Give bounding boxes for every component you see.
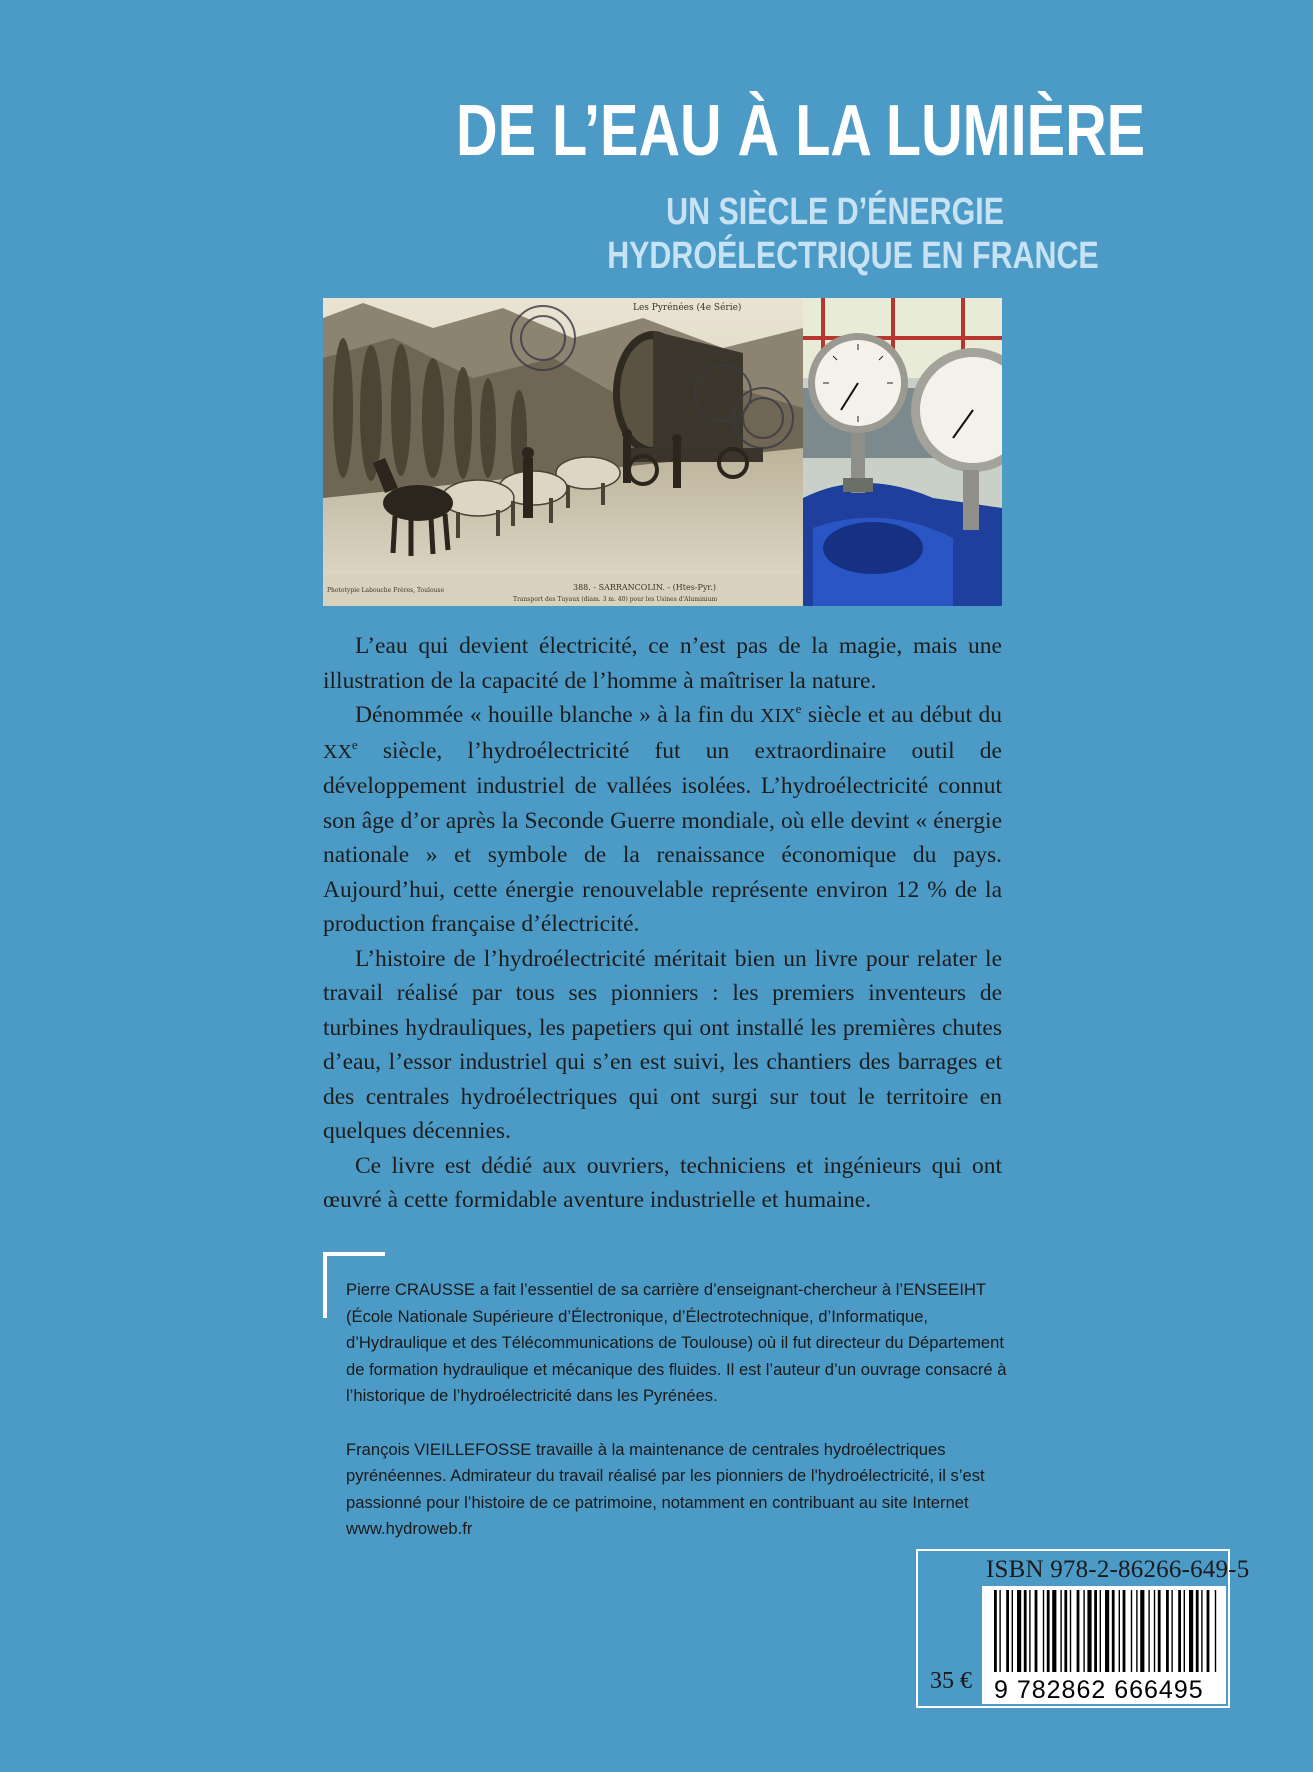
barcode-bar	[1189, 1590, 1193, 1672]
subtitle-line-1: UN SIÈCLE D’ÉNERGIE	[666, 191, 1004, 233]
barcode-bar	[1215, 1590, 1216, 1672]
barcode-bar	[1158, 1590, 1161, 1672]
barcode-bar	[1083, 1590, 1084, 1672]
barcode-bar	[1094, 1590, 1097, 1672]
barcode-bar	[1178, 1590, 1181, 1672]
barcode-icon	[982, 1586, 1226, 1704]
bracket-decoration-left	[323, 1252, 327, 1318]
paragraph-2: Dénommée « houille blanche » à la fin du XIXe siècle et au début du XXe siècle, l’hydroélectricité fut un extraordinaire outil de développement industriel de vallées isolées. L’hydroélectricité connut son âge d’or après la Seconde Guerre mondiale, où elle devint « énergie nationale » et symbole de la renaissance économique du pays. Aujourd’hui, cette énergie renouvelable représente environ 12 % de la production française d’électricité.	[323, 701, 1002, 937]
author-bios	[346, 1277, 1026, 1570]
gauges-photo	[803, 298, 1002, 606]
barcode-bar	[1112, 1590, 1115, 1672]
postcard-caption-line-1: 388. - SARRANCOLIN. - (Htes-Pyr.)	[573, 583, 717, 592]
book-title: DE L’EAU À LA LUMIÈRE	[456, 91, 1146, 171]
subtitle-line-2: HYDROÉLECTRIQUE EN FRANCE	[607, 235, 1099, 277]
barcode-bar	[1012, 1590, 1013, 1672]
barcode-bar	[1166, 1590, 1169, 1672]
barcode-bar	[1035, 1590, 1038, 1672]
price: 35 €	[930, 1668, 972, 1694]
barcode-bar	[1017, 1590, 1021, 1672]
gauges-illustration	[803, 298, 1002, 606]
postcard-illustration	[323, 298, 803, 606]
barcode-bar	[1006, 1590, 1009, 1672]
barcode-bar	[1060, 1590, 1061, 1672]
barcode-bar	[999, 1590, 1000, 1672]
bracket-decoration-top	[323, 1252, 385, 1256]
barcode-bar	[1154, 1590, 1155, 1672]
author-bio-vieillefosse: François VIEILLEFOSSE travaille à la maintenance de centrales hydroélectriques pyrénéennes. Admirateur du travail réalisé par les pionniers de l'hydroélectricité, il s’est passionné pour l’histoire de ce patrimoine, notamment en contribuant au site Internet www.hydroweb.fr	[346, 1439, 985, 1538]
barcode-bar	[1148, 1590, 1149, 1672]
barcode-bar	[1119, 1590, 1120, 1672]
author-bio-crausse: Pierre CRAUSSE a fait l’essentiel de sa carrière d’enseignant-chercheur à l’ENSEEIHT (École Nationale Supérieure d’Électronique, d’Électrotechnique, d’Informatique, d’Hydraulique et des Télécommunications de Toulouse) où il fut directeur du Département de formation hydraulique et mécanique des fluides. Il est l’auteur d’un ouvrage consacré à l’historique de l’hydroélectricité dans les Pyrénées.	[346, 1280, 1007, 1405]
barcode-bar	[1123, 1590, 1126, 1672]
paragraph-1: L’eau qui devient électricité, ce n’est pas de la magie, mais une illustration de la capacité de l’homme à maîtriser la nature.	[323, 633, 1002, 694]
paragraph-3: L’histoire de l’hydroélectricité méritait bien un livre pour relater le travail réalisé par tous ses pionniers : les premiers inventeurs de turbines hydrauliques, les papetiers qui ont installé les premières chutes d’eau, l’essor industriel qui s’en est suivi, les chantiers des barrages et des centrales hydroélectriques qui ont surgi sur tout le territoire en quelques décennies.	[323, 945, 1002, 1144]
barcode-bar	[1077, 1590, 1080, 1672]
barcode-digits: 9 782862 666495	[994, 1676, 1204, 1704]
barcode-bar	[994, 1590, 997, 1672]
barcode-bar	[1140, 1590, 1144, 1672]
barcode	[982, 1586, 1226, 1704]
paragraph-4: Ce livre est dédié aux ouvriers, techniciens et ingénieurs qui ont œuvré à cette formidable aventure industrielle et humaine.	[323, 1152, 1002, 1213]
barcode-bar	[1184, 1590, 1185, 1672]
barcode-bar	[1064, 1590, 1067, 1672]
barcode-bar	[1131, 1590, 1132, 1672]
barcode-bar	[1070, 1590, 1071, 1672]
book-subtitle	[607, 190, 1099, 278]
barcode-bar	[1043, 1590, 1044, 1672]
barcode-bar	[1087, 1590, 1091, 1672]
barcode-bar	[1201, 1590, 1202, 1672]
barcode-bar	[1024, 1590, 1027, 1672]
barcode-bar	[1207, 1590, 1210, 1672]
barcode-bar	[1105, 1590, 1109, 1672]
back-cover-description	[323, 629, 1002, 1218]
barcode-bar	[1047, 1590, 1050, 1672]
postcard-credit: Phototypie Labouche Frères, Toulouse	[327, 587, 445, 594]
barcode-bar	[1052, 1590, 1056, 1672]
barcode-bar	[1196, 1590, 1199, 1672]
isbn-number: ISBN 978-2-86266-649-5	[986, 1556, 1250, 1583]
barcode-bar	[1100, 1590, 1101, 1672]
barcode-bar	[1171, 1590, 1172, 1672]
postcard-photo	[323, 298, 803, 606]
postcard-series: Les Pyrénées (4e Série)	[633, 303, 742, 313]
barcode-bar	[1136, 1590, 1137, 1672]
barcode-bar	[1029, 1590, 1030, 1672]
postcard-caption-line-2: Transport des Tuyaux (diam. 3 m. 40) pour les Usines d'Aluminium	[513, 596, 718, 603]
